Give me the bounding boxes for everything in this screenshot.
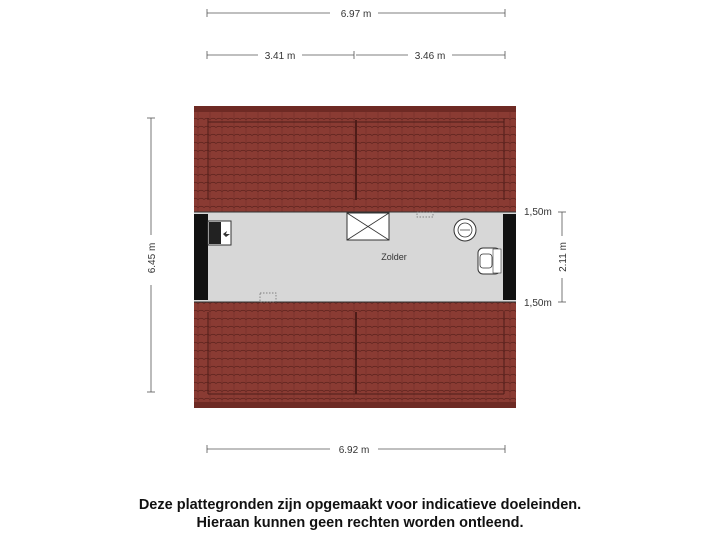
wall-right [503,214,516,300]
boiler-icon [208,221,231,245]
disclaimer-line-1: Deze plattegronden zijn opgemaakt voor indicatieve doeleinden. [138,497,582,513]
dimension-top-left [207,51,354,62]
roof-upper [194,106,516,212]
wall-left [194,214,208,300]
dim-label-right-lower: 1,50m [524,298,552,309]
dimension-right-middle [558,212,569,302]
dim-label-bottom-total: 6.92 m [338,445,370,456]
dimension-left-height [147,118,158,392]
dim-label-right-upper: 1,50m [524,207,552,218]
roof-lower [194,302,516,408]
dim-label-top-right: 3.46 m [414,51,446,62]
dimension-top-right [356,51,505,62]
room-label: Zolder [381,252,407,262]
dim-label-top-left: 3.41 m [264,51,296,62]
disclaimer-line-2: Hieraan kunnen geen rechten worden ontleend. [196,515,524,531]
dim-label-left-height: 6.45 m [147,242,158,274]
water-heater-icon [454,219,476,241]
washer-icon [478,248,501,274]
dimension-top-total [207,9,505,20]
roof-hatch [347,213,389,240]
dim-label-top-total: 6.97 m [340,9,372,20]
dimension-bottom-total [207,445,505,456]
dim-label-right-middle: 2.11 m [558,242,569,272]
